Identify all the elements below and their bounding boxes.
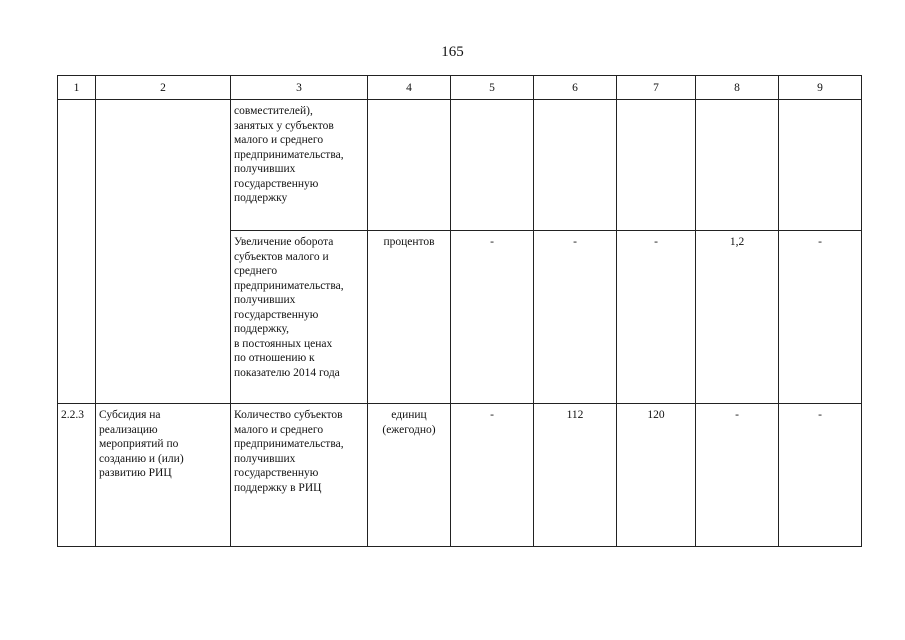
- value-cell: [779, 100, 862, 231]
- table-header-row: [58, 76, 862, 100]
- unit-cell: процентов: [368, 231, 451, 404]
- header-cell: 2: [96, 76, 231, 100]
- value-cell: -: [779, 231, 862, 404]
- header-cell: 9: [779, 76, 862, 100]
- indicator-cell: Количество субъектов малого и среднего предпринимательства, получивших государственную поддержку в РИЦ: [231, 404, 368, 547]
- row-number-cell: 2.2.3: [58, 404, 96, 547]
- value-cell: -: [534, 231, 617, 404]
- value-cell: -: [451, 404, 534, 547]
- header-cell: 5: [451, 76, 534, 100]
- data-table: [57, 75, 862, 547]
- header-cell: 4: [368, 76, 451, 100]
- value-cell: -: [779, 404, 862, 547]
- header-cell: 3: [231, 76, 368, 100]
- value-cell: 112: [534, 404, 617, 547]
- table-row: [58, 404, 862, 547]
- measure-cell: [96, 100, 231, 404]
- value-cell: -: [617, 231, 696, 404]
- measure-cell: Субсидия на реализацию мероприятий по созданию и (или) развитию РИЦ: [96, 404, 231, 547]
- value-cell: [451, 100, 534, 231]
- value-cell: 120: [617, 404, 696, 547]
- indicator-cell: совместителей), занятых у субъектов малого и среднего предпринимательства, получивших государственную поддержку: [231, 100, 368, 231]
- value-cell: 1,2: [696, 231, 779, 404]
- header-cell: 7: [617, 76, 696, 100]
- value-cell: -: [696, 404, 779, 547]
- indicator-cell: Увеличение оборота субъектов малого и среднего предпринимательства, получивших государственную поддержку, в постоянных ценах по отношению к показателю 2014 года: [231, 231, 368, 404]
- header-cell: 1: [58, 76, 96, 100]
- unit-cell: [368, 100, 451, 231]
- value-cell: [696, 100, 779, 231]
- page-number: 165: [441, 44, 464, 60]
- header-cell: 8: [696, 76, 779, 100]
- unit-cell: единиц (ежегодно): [368, 404, 451, 547]
- value-cell: -: [451, 231, 534, 404]
- header-cell: 6: [534, 76, 617, 100]
- value-cell: [534, 100, 617, 231]
- row-number-cell: [58, 100, 96, 404]
- value-cell: [617, 100, 696, 231]
- table-row: [58, 100, 862, 231]
